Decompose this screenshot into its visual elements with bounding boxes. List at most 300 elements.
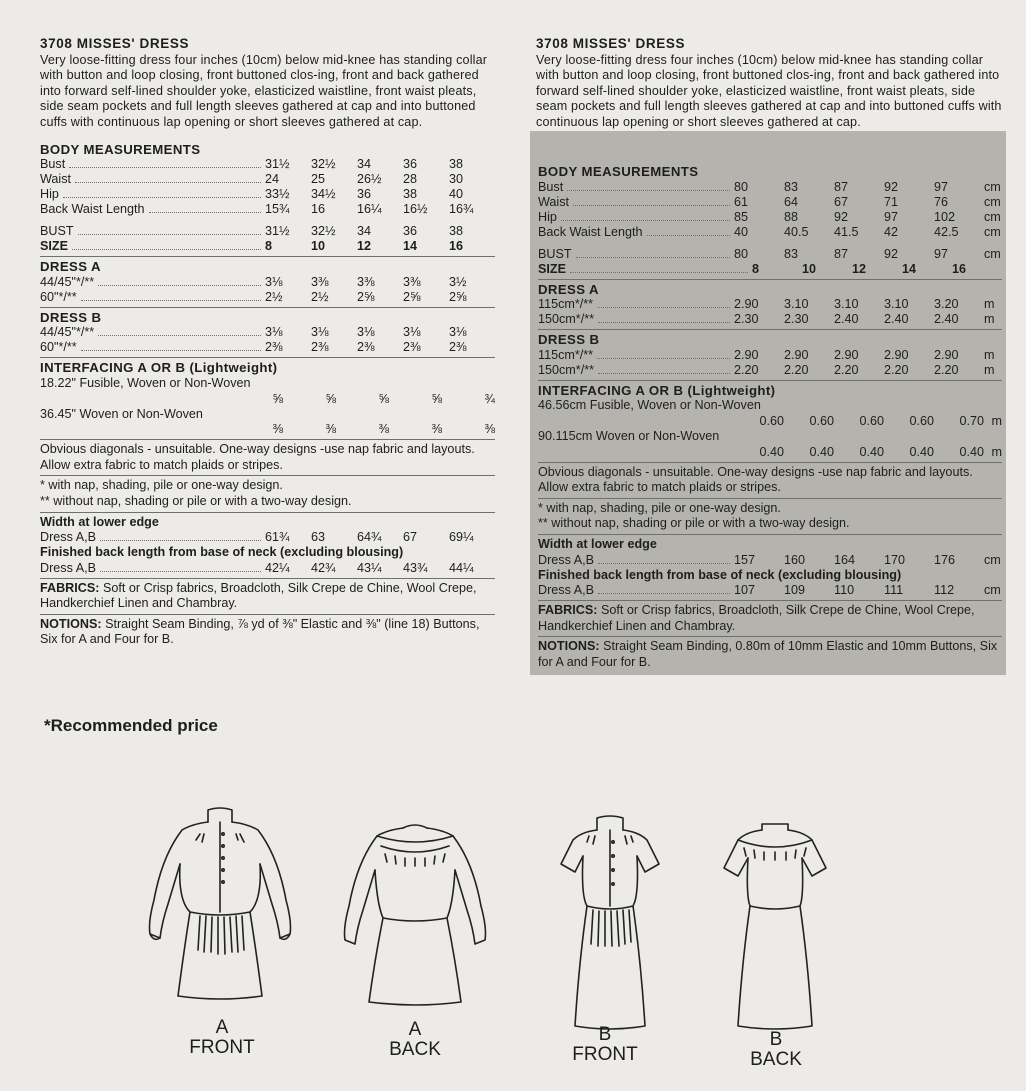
value-cell: 107 xyxy=(734,583,756,598)
figure-side-a-front: FRONT xyxy=(189,1037,255,1058)
leader-dots xyxy=(75,182,261,183)
bust-row xyxy=(538,247,1002,262)
value-cell: 2.30 xyxy=(784,312,809,327)
value-cell: 38 xyxy=(449,157,464,172)
value-cell: 3⅛ xyxy=(357,325,375,340)
leader-dots xyxy=(570,272,748,273)
row-label: 115cm*/** xyxy=(538,347,594,362)
figure-label-b-back xyxy=(716,1030,836,1070)
notions-text xyxy=(40,617,495,648)
value-cell: 2.40 xyxy=(884,312,909,327)
value-cell: 111 xyxy=(884,583,904,598)
diagonals-note-metric: Obvious diagonals - unsuitable. One-way designs -use nap fabric and layouts. Allow extra fabric to match plaids or stripes. xyxy=(538,464,973,495)
value-cell: 71 xyxy=(884,194,899,209)
value-cell: 0.60 xyxy=(909,413,934,428)
value-cell: 10 xyxy=(311,239,326,254)
width-table-metric xyxy=(538,553,1002,568)
row-label: 60"*/** xyxy=(40,340,77,355)
value-cell: 2.20 xyxy=(734,362,759,377)
unit-label: cm xyxy=(984,583,1001,598)
value-cell: 85 xyxy=(734,209,749,224)
row-label: 150cm*/** xyxy=(538,312,595,327)
value-cell: 0.40 xyxy=(809,444,834,459)
back-length-row xyxy=(40,561,495,576)
figure-view-b-front: B xyxy=(598,1024,612,1045)
value-cell: 0.40 xyxy=(909,444,934,459)
unit-label: cm xyxy=(984,224,1001,239)
value-cell: 97 xyxy=(934,246,949,261)
value-cell: 0.40 xyxy=(759,444,784,459)
value-cell: 2⅝ xyxy=(357,289,375,304)
dress-a-front-illustration xyxy=(140,800,310,1000)
value-cell: 33½ xyxy=(265,187,290,202)
value-cell: 36 xyxy=(403,157,418,172)
value-cell: 30 xyxy=(449,172,464,187)
value-cell: 2⅜ xyxy=(403,340,421,355)
value-cell: 0.60 xyxy=(759,413,784,428)
value-cell: 32½ xyxy=(311,224,336,239)
dress-a-back-illustration xyxy=(335,808,505,1008)
value-cell: 3⅛ xyxy=(311,325,329,340)
value-cell: 112 xyxy=(934,583,955,598)
value-cell: 2.20 xyxy=(884,362,909,377)
leader-dots xyxy=(100,571,261,572)
row-values xyxy=(734,297,1002,313)
value-cell: 42¾ xyxy=(311,560,336,575)
leader-dots xyxy=(81,300,261,301)
row-values xyxy=(265,340,495,356)
row-label: Back Waist Length xyxy=(538,224,643,239)
measurement-row xyxy=(40,172,495,187)
width-table xyxy=(40,530,495,545)
row-label: SIZE xyxy=(40,239,68,254)
back-length-title-metric: Finished back length from base of neck (excluding blousing) xyxy=(538,567,902,582)
body-measurements-title-metric: BODY MEASUREMENTS xyxy=(538,164,699,179)
value-cell: 26½ xyxy=(357,172,382,187)
meterage-row xyxy=(538,297,1002,312)
value-cell: 160 xyxy=(784,552,806,567)
value-cell: 164 xyxy=(834,552,856,567)
dress-b-yardage xyxy=(40,325,495,355)
leader-dots xyxy=(81,350,261,351)
value-cell: 170 xyxy=(884,552,906,567)
row-values xyxy=(265,530,495,546)
without-nap-note: ** without nap, shading or pile or with a two-way design. xyxy=(40,493,352,508)
value-cell: 92 xyxy=(884,179,899,194)
pattern-description: Very loose-fitting dress four inches (10cm) below mid-knee has standing collar with button and loop closing, front buttoned clos-ing, front and back gathered into forward self-lined shoulder yoke, elasticized waistline, front waist pleats, side seam pockets and full length sleeves gathered at cap and into buttoned cuffs with continuous lap opening or short sleeves gathered at cap. xyxy=(40,52,488,129)
interfacing-label: 18.22" Fusible, Woven or Non-Woven xyxy=(40,375,251,390)
row-label: 60"*/** xyxy=(40,289,77,304)
row-values xyxy=(734,553,1002,569)
value-cell: ⅜ xyxy=(378,422,389,437)
value-cell: 10 xyxy=(802,261,817,276)
value-cell: 16¾ xyxy=(449,202,474,217)
width-title-metric: Width at lower edge xyxy=(538,536,657,551)
dress-b-back-illustration xyxy=(720,822,830,1032)
body-measurements-table-metric xyxy=(538,180,1002,240)
value-cell: 2.40 xyxy=(934,312,959,327)
leader-dots xyxy=(98,285,261,286)
row-values xyxy=(265,275,495,291)
value-cell: 76 xyxy=(934,194,949,209)
value-cell: 83 xyxy=(784,246,799,261)
value-cell: 2⅜ xyxy=(311,340,329,355)
value-cell: 2.90 xyxy=(784,347,809,362)
value-cell: 34 xyxy=(357,224,372,239)
value-cell: 43¼ xyxy=(357,560,382,575)
leader-dots xyxy=(647,235,730,236)
row-label: Hip xyxy=(40,187,59,202)
value-cell: 92 xyxy=(834,209,849,224)
leader-dots xyxy=(561,220,730,221)
dress-b-title: DRESS B xyxy=(40,309,102,325)
row-values xyxy=(734,195,1002,211)
back-length-table-metric xyxy=(538,583,1002,598)
interfacing-label: 46.56cm Fusible, Woven or Non-Woven xyxy=(538,398,761,413)
value-cell: ⅜ xyxy=(325,422,336,437)
value-cell: 2.90 xyxy=(734,347,759,362)
value-cell: 12 xyxy=(357,239,372,254)
divider xyxy=(538,636,1002,637)
value-cell: 63 xyxy=(311,530,326,545)
unit-label: m xyxy=(991,444,1002,459)
figure-side-a-back: BACK xyxy=(389,1039,441,1060)
row-values xyxy=(265,202,495,218)
figure-label-b-front xyxy=(545,1025,665,1065)
measurement-row xyxy=(538,180,1002,195)
value-cell: 3⅛ xyxy=(265,274,283,289)
value-cell: ¾ xyxy=(484,391,495,406)
value-cell: 25 xyxy=(311,172,326,187)
value-cell: 67 xyxy=(403,530,418,545)
divider xyxy=(40,256,495,257)
value-cell: 36 xyxy=(403,224,418,239)
value-cell: 31½ xyxy=(265,224,290,239)
row-label: Bust xyxy=(538,179,564,194)
notions-list: Straight Seam Binding, ⅞ yd of ⅜" Elastic and ⅜" (line 18) Buttons, Six for A and Four for B. xyxy=(40,616,480,647)
value-cell: 36 xyxy=(357,187,372,202)
value-cell: ⅝ xyxy=(431,391,442,406)
back-length-title: Finished back length from base of neck (excluding blousing) xyxy=(40,545,404,560)
value-cell: 16 xyxy=(311,202,326,217)
divider xyxy=(40,614,495,615)
value-cell: 16 xyxy=(449,239,464,254)
value-cell: 2.40 xyxy=(834,312,859,327)
value-cell: 3⅛ xyxy=(265,325,283,340)
row-values xyxy=(265,561,495,577)
value-cell: 16½ xyxy=(403,202,428,217)
value-cell: 3⅜ xyxy=(311,274,329,289)
leader-dots xyxy=(576,257,730,258)
value-cell: 2.20 xyxy=(834,362,859,377)
value-cell: 3½ xyxy=(449,274,467,289)
value-cell: 67 xyxy=(834,194,849,209)
back-length-row xyxy=(538,583,1002,598)
figure-side-b-back: BACK xyxy=(750,1049,802,1070)
value-cell: 2.90 xyxy=(734,297,759,312)
value-cell: ⅜ xyxy=(484,422,495,437)
value-cell: 2.20 xyxy=(784,362,809,377)
notions-label: NOTIONS: xyxy=(40,616,102,631)
value-cell: 157 xyxy=(734,552,756,567)
value-cell: 40 xyxy=(449,187,464,202)
value-cell: 42¼ xyxy=(265,560,290,575)
row-values xyxy=(734,583,1002,599)
value-cell: 0.70 xyxy=(959,413,984,428)
yardage-row xyxy=(40,275,495,290)
value-cell: 61 xyxy=(734,194,749,209)
value-cell: 3.10 xyxy=(884,297,909,312)
leader-dots xyxy=(573,205,730,206)
row-values xyxy=(734,312,1002,328)
value-cell: 2½ xyxy=(311,289,329,304)
value-cell: 38 xyxy=(449,224,464,239)
fabrics-text xyxy=(40,581,495,612)
interfacing-values xyxy=(538,414,1002,429)
body-measurements-table xyxy=(40,157,495,217)
dress-a-title-metric: DRESS A xyxy=(538,281,599,297)
row-values xyxy=(734,348,1002,364)
with-nap-note-metric: * with nap, shading, pile or one-way design. xyxy=(538,500,781,515)
fabrics-list-metric: Soft or Crisp fabrics, Broadcloth, Silk Crepe de Chine, Wool Crepe, Handkerchief Linen and Chambray. xyxy=(538,603,975,633)
unit-label: m xyxy=(984,347,995,362)
value-cell: 102 xyxy=(934,209,956,224)
value-cell: 80 xyxy=(734,246,749,261)
value-cell: 3.20 xyxy=(934,297,959,312)
recommended-price: *Recommended price xyxy=(44,716,218,735)
leader-dots xyxy=(63,197,261,198)
value-cell: 8 xyxy=(265,239,273,254)
value-cell: 28 xyxy=(403,172,418,187)
meterage-row xyxy=(538,348,1002,363)
value-cell: 8 xyxy=(752,261,760,276)
value-cell: ⅝ xyxy=(272,391,283,406)
value-cell: 14 xyxy=(403,239,418,254)
body-measurements-title: BODY MEASUREMENTS xyxy=(40,141,201,157)
row-label: Hip xyxy=(538,209,557,224)
row-label: Waist xyxy=(538,194,570,209)
measurement-row xyxy=(538,225,1002,240)
value-cell: 109 xyxy=(784,583,806,598)
row-label: Bust xyxy=(40,157,66,172)
yardage-row xyxy=(40,340,495,355)
value-cell: 92 xyxy=(884,246,899,261)
value-cell: 2½ xyxy=(265,289,283,304)
value-cell: ⅜ xyxy=(431,422,442,437)
measurement-row xyxy=(538,195,1002,210)
divider xyxy=(40,578,495,579)
value-cell: 38 xyxy=(403,187,418,202)
row-label: 44/45"*/** xyxy=(40,325,95,340)
interfacing-title: INTERFACING A OR B (Lightweight) xyxy=(40,360,278,376)
row-values xyxy=(752,262,1002,278)
value-cell: 64¾ xyxy=(357,530,382,545)
value-cell: 80 xyxy=(734,179,749,194)
divider xyxy=(40,439,495,440)
dress-a-yardage xyxy=(40,275,495,305)
value-cell: 83 xyxy=(784,179,799,194)
value-cell: 2⅝ xyxy=(403,289,421,304)
value-cell: 34 xyxy=(357,157,372,172)
row-values xyxy=(265,172,495,188)
row-label: BUST xyxy=(40,224,74,239)
value-cell: 176 xyxy=(934,552,956,567)
figure-view-a-back: A xyxy=(408,1019,422,1040)
row-label: 150cm*/** xyxy=(538,362,595,377)
unit-label: m xyxy=(984,297,995,312)
divider xyxy=(538,279,1002,280)
value-cell: 0.60 xyxy=(809,413,834,428)
value-cell: 3⅛ xyxy=(449,325,467,340)
value-cell: 87 xyxy=(834,246,849,261)
value-cell: 2.30 xyxy=(734,312,759,327)
width-row xyxy=(40,530,495,545)
width-row xyxy=(538,553,1002,568)
value-cell: 2.90 xyxy=(834,347,859,362)
value-cell: 14 xyxy=(902,261,917,276)
value-cell: ⅜ xyxy=(272,422,283,437)
leader-dots xyxy=(100,540,261,541)
measurement-row xyxy=(40,157,495,172)
measurement-row xyxy=(40,187,495,202)
leader-dots xyxy=(69,167,261,168)
figure-view-b-back: B xyxy=(769,1029,783,1050)
value-cell: 12 xyxy=(852,261,867,276)
interfacing-table xyxy=(40,376,495,437)
pattern-title: 3708 MISSES' DRESS xyxy=(40,36,190,51)
pattern-title-metric: 3708 MISSES' DRESS xyxy=(536,36,686,51)
value-cell: 31½ xyxy=(265,157,290,172)
row-values xyxy=(734,180,1002,196)
leader-dots xyxy=(149,212,261,213)
leader-dots xyxy=(598,373,730,374)
unit-label: cm xyxy=(984,194,1001,209)
value-cell: 97 xyxy=(934,179,949,194)
meterage-row xyxy=(538,363,1002,378)
divider xyxy=(40,307,495,308)
value-cell: 110 xyxy=(834,583,855,598)
back-length-table xyxy=(40,561,495,576)
fabrics-label-metric: FABRICS: xyxy=(538,603,598,618)
value-cell: ⅝ xyxy=(325,391,336,406)
yardage-row xyxy=(40,290,495,305)
divider xyxy=(538,600,1002,601)
bust-size-table-metric xyxy=(538,247,1002,277)
metric-header xyxy=(530,36,1006,131)
leader-dots xyxy=(567,190,730,191)
divider xyxy=(538,534,1002,535)
value-cell: 41.5 xyxy=(834,224,859,239)
value-cell: 16 xyxy=(952,261,967,276)
interfacing-values xyxy=(40,392,495,407)
row-label: Dress A,B xyxy=(538,552,594,567)
dress-b-meterage xyxy=(538,348,1002,378)
leader-dots xyxy=(597,307,730,308)
value-cell: 2⅜ xyxy=(265,340,283,355)
interfacing-label: 36.45" Woven or Non-Woven xyxy=(40,406,203,421)
leader-dots xyxy=(598,322,730,323)
row-values xyxy=(265,325,495,341)
fabrics-label: FABRICS: xyxy=(40,580,100,595)
leader-dots xyxy=(78,234,261,235)
leader-dots xyxy=(598,563,730,564)
row-label: 115cm*/** xyxy=(538,297,594,312)
value-cell: 88 xyxy=(784,209,799,224)
bust-row xyxy=(40,224,495,239)
leader-dots xyxy=(72,249,261,250)
value-cell: 2⅜ xyxy=(449,340,467,355)
value-cell: 2.90 xyxy=(934,347,959,362)
imperial-column xyxy=(40,36,495,648)
dress-b-front-illustration xyxy=(555,812,665,1032)
value-cell: 40 xyxy=(734,224,749,239)
divider xyxy=(538,329,1002,330)
interfacing-title-metric: INTERFACING A OR B (Lightweight) xyxy=(538,382,776,398)
unit-label: cm xyxy=(984,209,1001,224)
row-label: Back Waist Length xyxy=(40,202,145,217)
row-values xyxy=(734,225,1002,241)
leader-dots xyxy=(98,335,261,336)
unit-label: m xyxy=(991,413,1002,428)
row-label: SIZE xyxy=(538,261,566,276)
value-cell: 3⅜ xyxy=(357,274,375,289)
leader-dots xyxy=(598,593,730,594)
row-values xyxy=(265,187,495,203)
bust-size-table xyxy=(40,224,495,254)
value-cell: 3.10 xyxy=(784,297,809,312)
value-cell: 0.40 xyxy=(859,444,884,459)
row-label: Dress A,B xyxy=(40,560,96,575)
with-nap-note: * with nap, shading, pile or one-way design. xyxy=(40,478,283,493)
notions-list-metric: Straight Seam Binding, 0.80m of 10mm Elastic and 10mm Buttons, Six for A and Four for B. xyxy=(538,639,998,669)
interfacing-label: 90.115cm Woven or Non-Woven xyxy=(538,428,720,443)
value-cell: 2.20 xyxy=(934,362,959,377)
interfacing-values xyxy=(538,445,1002,460)
dress-b-title-metric: DRESS B xyxy=(538,332,600,348)
value-cell: ⅝ xyxy=(378,391,389,406)
figure-side-b-front: FRONT xyxy=(572,1044,638,1065)
notions-text-metric xyxy=(538,639,1002,670)
meterage-row xyxy=(538,312,1002,327)
figure-label-a-back xyxy=(355,1020,475,1060)
value-cell: 42.5 xyxy=(934,224,959,239)
value-cell: 32½ xyxy=(311,157,336,172)
row-label: BUST xyxy=(538,246,572,261)
value-cell: 2⅜ xyxy=(357,340,375,355)
value-cell: 15¾ xyxy=(265,202,290,217)
value-cell: 24 xyxy=(265,172,280,187)
metric-column xyxy=(530,36,1006,675)
fabrics-list: Soft or Crisp fabrics, Broadcloth, Silk Crepe de Chine, Wool Crepe, Handkerchief Linen and Chambray. xyxy=(40,580,477,611)
fabrics-text-metric xyxy=(538,603,1002,634)
row-values xyxy=(734,363,1002,379)
value-cell: 3⅛ xyxy=(403,325,421,340)
row-values xyxy=(265,157,495,173)
unit-label: cm xyxy=(984,552,1001,567)
pattern-description-metric: Very loose-fitting dress four inches (10cm) below mid-knee has standing collar with button and loop closing, front buttoned clos-ing, front and back gathered into forward self-lined shoulder yoke, elasticized waistline, front waist pleats, side seam pockets and full length sleeves gathered at cap and into buttoned cuffs with continuous lap opening or short sleeves gathered at cap. xyxy=(536,52,1002,129)
row-label: Dress A,B xyxy=(538,583,594,598)
figure-label-a-front xyxy=(162,1018,282,1058)
value-cell: 87 xyxy=(834,179,849,194)
divider xyxy=(40,475,495,476)
row-values xyxy=(734,247,1002,263)
value-cell: 61¾ xyxy=(265,530,290,545)
row-label: Dress A,B xyxy=(40,530,96,545)
value-cell: 2.90 xyxy=(884,347,909,362)
dress-a-meterage xyxy=(538,297,1002,327)
unit-label: m xyxy=(984,312,995,327)
value-cell: 0.60 xyxy=(859,413,884,428)
